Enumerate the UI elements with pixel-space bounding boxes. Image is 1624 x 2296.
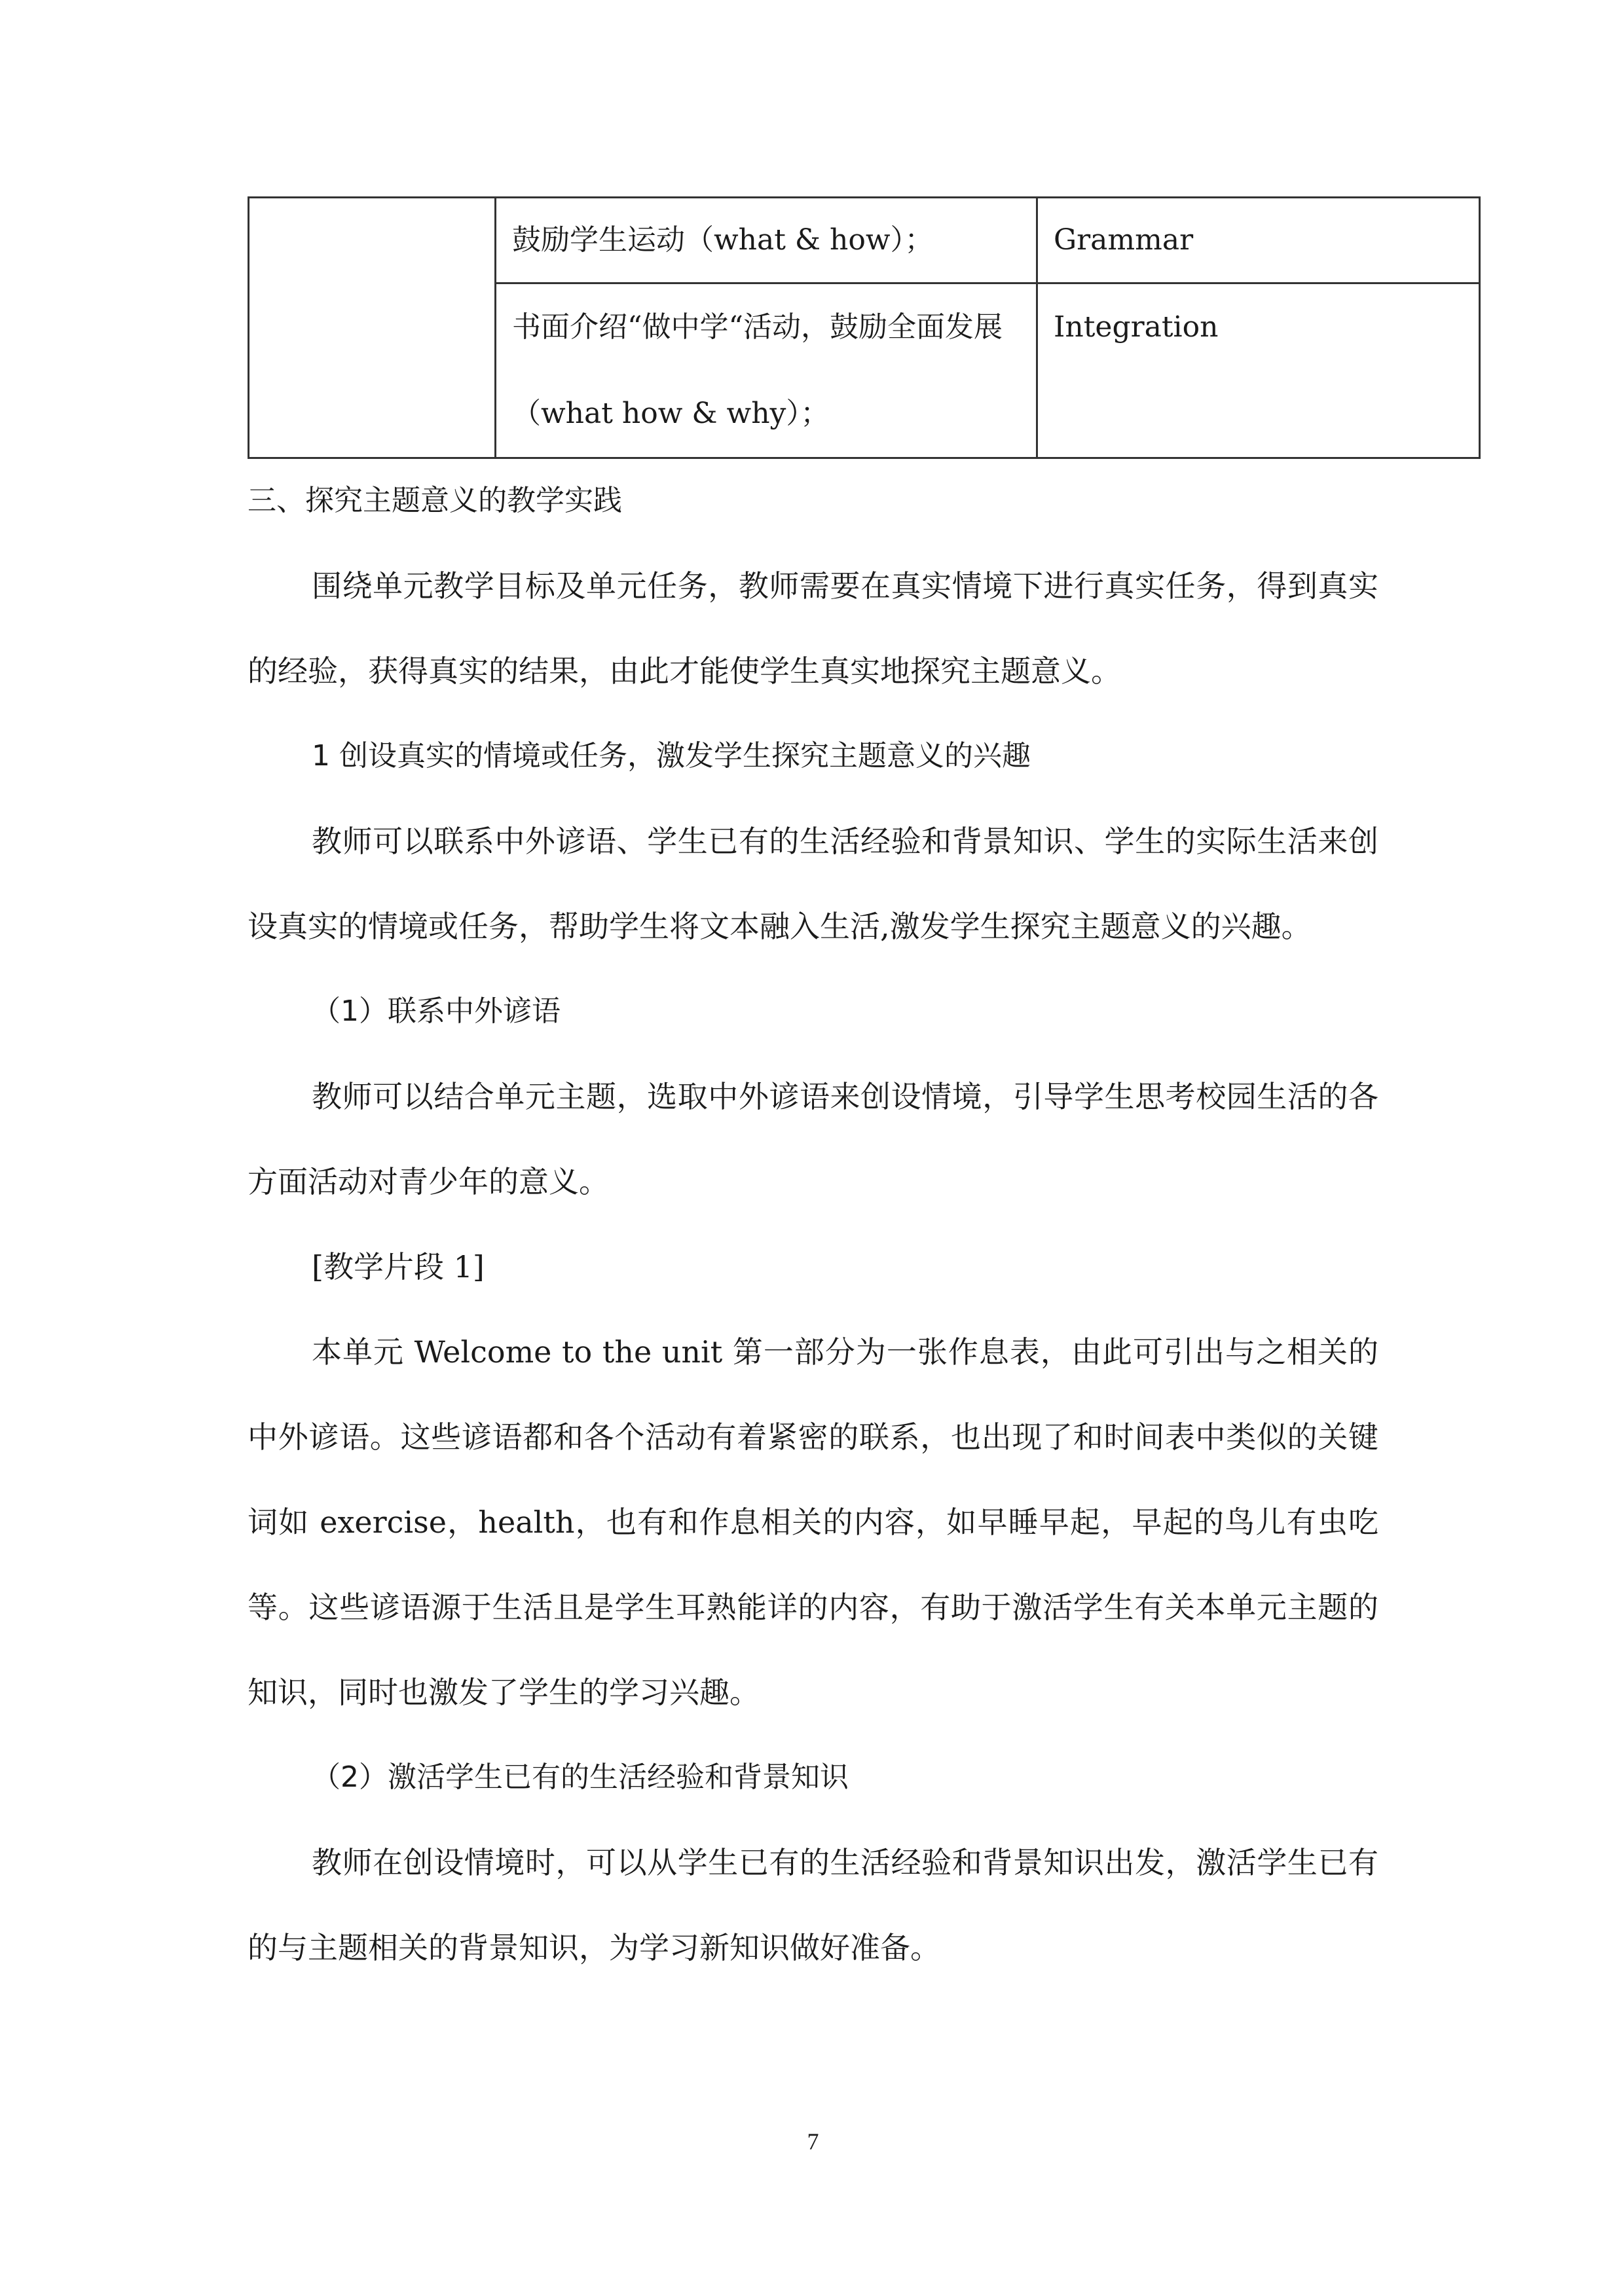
table-cell-empty <box>249 198 496 458</box>
paragraph: 本单元 Welcome to the unit 第一部分为一张作息表，由此可引出与之相关的中外谚语。这些谚语都和各个活动有着紧密的联系，也出现了和时间表中类似的关键词如 exercise，health，也有和作息相关的内容，如早睡早起，早起的鸟儿有虫吃等。这些谚语源于生活且是学生耳熟能详的内容，有助于激活学生有关本单元主题的知识，同时也激发了学生的学习兴趣。 <box>248 1334 1378 1710</box>
section-heading: 三、探究主题意义的教学实践 <box>248 484 622 517</box>
body-content <box>248 458 1378 1990</box>
table-cell: Integration <box>1037 283 1480 458</box>
table-cell: 鼓励学生运动（what & how）； <box>496 198 1037 283</box>
item-heading: （2）激活学生已有的生活经验和背景知识 <box>312 1760 849 1794</box>
item-heading: （1）联系中外谚语 <box>312 994 561 1028</box>
subsection-heading: 1 创设真实的情境或任务，激发学生探究主题意义的兴趣 <box>312 739 1031 773</box>
paragraph: 教师可以结合单元主题，选取中外谚语来创设情境，引导学生思考校园生活的各方面活动对青少年的意义。 <box>248 1079 1378 1199</box>
paragraph: 教师在创设情境时，可以从学生已有的生活经验和背景知识出发，激活学生已有的与主题相关的背景知识，为学习新知识做好准备。 <box>248 1845 1378 1965</box>
table-row <box>249 198 1480 283</box>
document-page <box>248 0 1378 2296</box>
table-cell: Grammar <box>1037 198 1480 283</box>
fragment-label: [教学片段 1] <box>312 1249 485 1285</box>
lesson-table <box>248 196 1481 459</box>
paragraph: 教师可以联系中外谚语、学生已有的生活经验和背景知识、学生的实际生活来创设真实的情境或任务，帮助学生将文本融入生活,激发学生探究主题意义的兴趣。 <box>248 824 1378 944</box>
table-cell: 书面介绍“做中学“活动，鼓励全面发展（what how & why）； <box>496 283 1037 458</box>
paragraph: 围绕单元教学目标及单元任务，教师需要在真实情境下进行真实任务，得到真实的经验，获得真实的结果，由此才能使学生真实地探究主题意义。 <box>248 568 1378 689</box>
page-number: 7 <box>807 2128 819 2155</box>
